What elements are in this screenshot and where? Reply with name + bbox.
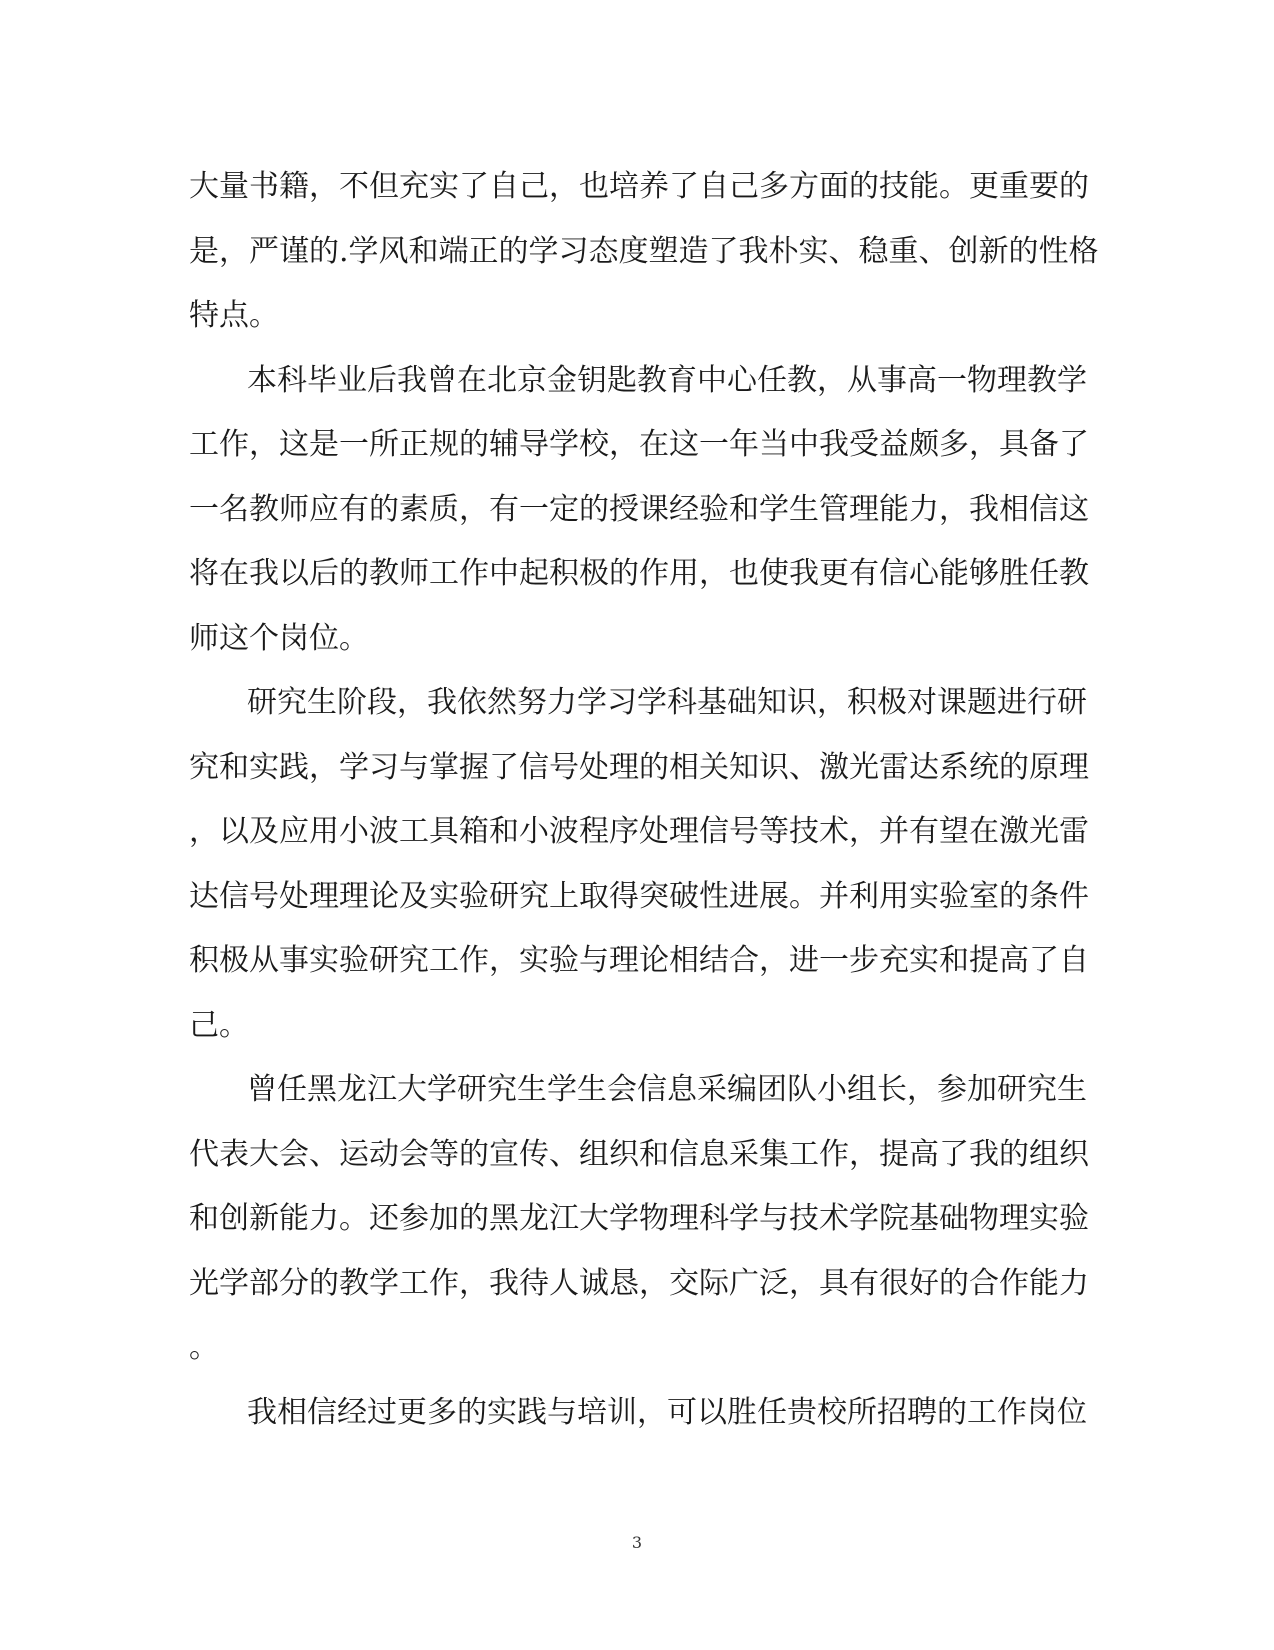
text-line: 研究生阶段，我依然努力学习学科基础知识，积极对课题进行研 — [247, 685, 1087, 720]
body-text — [189, 155, 1099, 1445]
text-line: 工作，这是一所正规的辅导学校，在这一年当中我受益颇多，具备了 — [189, 427, 1089, 462]
text-line: 特点。 — [189, 298, 279, 333]
text-line: 本科毕业后我曾在北京金钥匙教育中心任教，从事高一物理教学 — [247, 362, 1087, 398]
text-line: 积极从事实验研究工作，实验与理论相结合，进一步充实和提高了自 — [189, 943, 1089, 978]
text-line: 光学部分的教学工作，我待人诚恳，交际广泛，具有很好的合作能力 — [189, 1265, 1089, 1301]
text-line: 。 — [189, 1330, 219, 1365]
text-line: 代表大会、运动会等的宣传、组织和信息采集工作，提高了我的组织 — [189, 1136, 1089, 1172]
page-number: 3 — [631, 1533, 643, 1552]
text-line: 大量书籍，不但充实了自己，也培养了自己多方面的技能。更重要的 — [189, 169, 1089, 204]
text-line: 我相信经过更多的实践与培训，可以胜任贵校所招聘的工作岗位 — [247, 1394, 1087, 1430]
text-line: 将在我以后的教师工作中起积极的作用，也使我更有信心能够胜任教 — [189, 556, 1089, 591]
text-line: 和创新能力。还参加的黑龙江大学物理科学与技术学院基础物理实验 — [189, 1201, 1089, 1236]
text-line: 己。 — [189, 1007, 249, 1043]
text-line: 一名教师应有的素质，有一定的授课经验和学生管理能力，我相信这 — [189, 491, 1089, 527]
text-line: 师这个岗位。 — [189, 620, 369, 656]
text-line: 是，严谨的.学风和端正的学习态度塑造了我朴实、稳重、创新的性格 — [189, 233, 1099, 269]
text-line: ，以及应用小波工具箱和小波程序处理信号等技术，并有望在激光雷 — [189, 814, 1089, 849]
text-line: 曾任黑龙江大学研究生学生会信息采编团队小组长，参加研究生 — [247, 1072, 1087, 1107]
text-line: 达信号处理理论及实验研究上取得突破性进展。并利用实验室的条件 — [189, 878, 1089, 914]
text-line: 究和实践，学习与掌握了信号处理的相关知识、激光雷达系统的原理 — [189, 749, 1089, 785]
